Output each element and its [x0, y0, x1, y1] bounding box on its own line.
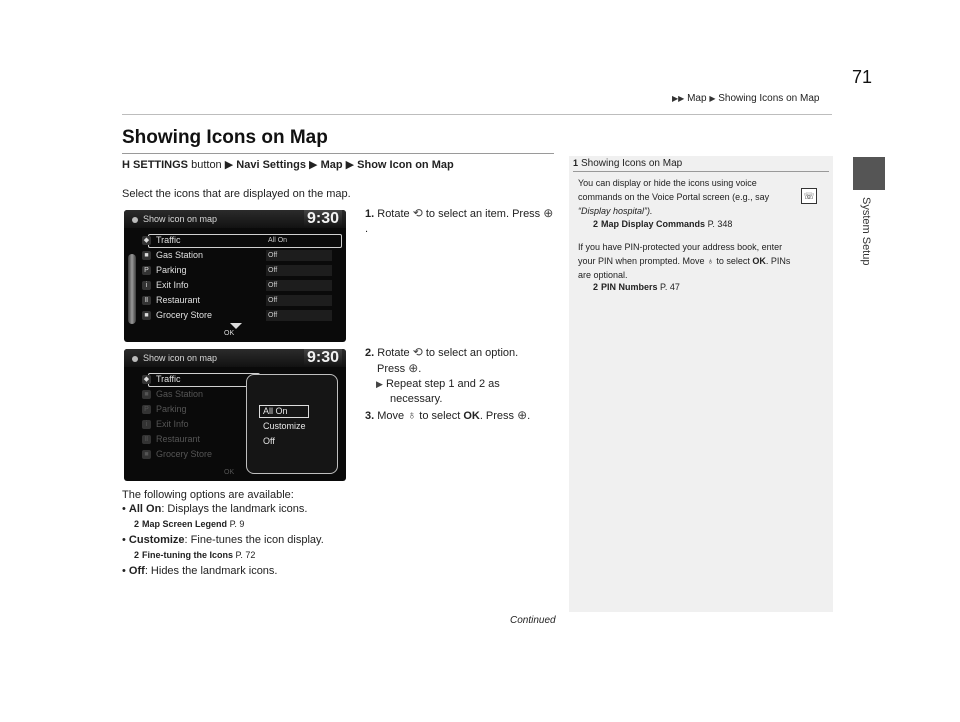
option-item: • Off: Hides the landmark icons.: [122, 565, 278, 577]
screen-clock: 9:30: [304, 210, 342, 228]
option-off[interactable]: Off: [263, 436, 275, 446]
note-text: commands on the Voice Portal screen (e.g., say: [578, 192, 770, 202]
list-item[interactable]: i Exit Info Off: [138, 279, 342, 293]
screenshot-item-list: [124, 210, 346, 342]
talk-button-icon: ☏: [801, 188, 817, 204]
path-step-1: Navi Settings: [236, 159, 306, 171]
list-item[interactable]: P Parking: [138, 403, 342, 417]
header-rule: [122, 114, 832, 115]
screen-title-icon: [132, 217, 138, 223]
grocery-store-icon: ■: [142, 450, 151, 459]
section-tab: [853, 157, 885, 190]
note-text: are optional.: [578, 270, 628, 280]
note-text: You can display or hide the icons using voice: [578, 178, 757, 188]
home-icon: H: [122, 159, 130, 171]
scroll-knob: [128, 254, 136, 324]
list-item[interactable]: ■ Grocery Store Off: [138, 309, 342, 323]
interface-dial-press-icon: ⊕: [408, 361, 419, 375]
info-icon: i: [142, 281, 151, 290]
bullet-icon: •: [122, 565, 126, 577]
interface-dial-rotate-icon: ⟲: [412, 206, 423, 220]
cross-reference[interactable]: 2 Map Screen Legend P. 9: [134, 519, 245, 529]
item-list: [138, 232, 342, 332]
reference-icon: 2: [134, 519, 140, 529]
list-item[interactable]: ◆ Traffic All On: [143, 235, 288, 245]
screen-title: Show icon on map: [132, 214, 217, 224]
interface-dial-press-icon: ⊕: [517, 408, 528, 422]
list-item[interactable]: ■ Gas Station: [138, 388, 342, 402]
note-cross-reference[interactable]: 2 PIN Numbers P. 47: [593, 282, 680, 292]
arrow-icon: ▶: [345, 159, 355, 171]
grocery-store-icon: ■: [142, 311, 151, 320]
path-step-3: Show Icon on Map: [357, 159, 454, 171]
reference-icon: 2: [134, 550, 140, 560]
bullet-icon: •: [122, 534, 126, 546]
list-item[interactable]: P Parking Off: [138, 264, 342, 278]
step-2: 2. Rotate ⟲ to select an option. Press ⊕.: [365, 345, 519, 375]
screen-title: Show icon on map: [132, 353, 217, 363]
option-item: • All On: Displays the landmark icons.: [122, 503, 308, 515]
restaurant-icon: Ⅱ: [142, 296, 151, 305]
note-heading: 1 Showing Icons on Map: [573, 158, 683, 169]
arrow-icon: ▶: [709, 94, 716, 103]
list-item[interactable]: i Exit Info: [138, 418, 342, 432]
list-item[interactable]: ◆ Traffic: [143, 374, 181, 384]
note-cross-reference[interactable]: 2 Map Display Commands P. 348: [593, 219, 733, 229]
breadcrumb-item-current: Showing Icons on Map: [718, 93, 820, 104]
interface-dial-move-icon: ♁: [407, 408, 417, 422]
note-marker-icon: 1: [573, 158, 579, 168]
bullet-icon: •: [122, 503, 126, 515]
list-item[interactable]: Ⅱ Restaurant Off: [138, 294, 342, 308]
note-text: your PIN when prompted. Move ♁ to select OK. PINs: [578, 256, 791, 266]
note-rule: [573, 171, 829, 172]
screen-clock: 9:30: [304, 349, 342, 367]
step-2-note: ▶ Repeat step 1 and 2 as necessary.: [376, 378, 500, 405]
option-item: • Customize: Fine-tunes the icon display.: [122, 534, 324, 546]
page-title: Showing Icons on Map: [122, 127, 328, 148]
ok-button[interactable]: OK: [224, 330, 235, 337]
reference-icon: 2: [593, 282, 599, 292]
title-rule: [122, 153, 554, 154]
option-popup: [246, 374, 338, 474]
interface-dial-move-icon: ♁: [707, 256, 714, 266]
continued-label: Continued: [510, 615, 556, 626]
arrow-icon: ▶: [376, 379, 383, 389]
list-item[interactable]: ■ Grocery Store: [138, 448, 342, 462]
step-3: 3. Move ♁ to select OK. Press ⊕.: [365, 408, 531, 422]
options-intro: The following options are available:: [122, 489, 294, 501]
traffic-icon: ◆: [143, 237, 150, 244]
option-customize[interactable]: Customize: [263, 421, 306, 431]
screen-title-icon: [132, 356, 138, 362]
path-step-2: Map: [320, 159, 343, 171]
screenshot-option-popup: [124, 349, 346, 481]
double-arrow-icon: ▶▶: [672, 94, 685, 103]
arrow-icon: ▶: [224, 159, 234, 171]
note-text: “Display hospital”).: [578, 206, 653, 216]
arrow-icon: ▶: [309, 159, 318, 171]
page-number: 71: [852, 67, 873, 87]
ok-arrow-icon: [230, 323, 242, 329]
restaurant-icon: Ⅱ: [142, 435, 151, 444]
info-icon: i: [142, 420, 151, 429]
gas-station-icon: ■: [142, 251, 151, 260]
side-note: [569, 156, 833, 612]
parking-icon: P: [142, 405, 151, 414]
path-start: SETTINGS: [133, 159, 189, 171]
breadcrumb: [672, 93, 819, 104]
parking-icon: P: [142, 266, 151, 275]
note-text: If you have PIN-protected your address book, enter: [578, 242, 783, 252]
interface-dial-press-icon: ⊕: [543, 206, 554, 220]
list-item[interactable]: ■ Gas Station Off: [138, 249, 342, 263]
traffic-icon: ◆: [143, 376, 150, 383]
option-all-on[interactable]: All On: [263, 406, 288, 416]
navigation-path: [122, 158, 454, 171]
reference-icon: 2: [593, 219, 599, 229]
path-button-word: button: [191, 159, 222, 171]
step-1: 1. Rotate ⟲ to select an item. Press ⊕.: [365, 206, 554, 235]
list-item[interactable]: Ⅱ Restaurant: [138, 433, 342, 447]
side-tab-label: System Setup: [860, 197, 872, 266]
gas-station-icon: ■: [142, 390, 151, 399]
intro-text: Select the icons that are displayed on the map.: [122, 188, 351, 200]
cross-reference[interactable]: 2 Fine-tuning the Icons P. 72: [134, 550, 256, 560]
breadcrumb-item-map: Map: [687, 93, 707, 104]
ok-button[interactable]: OK: [224, 469, 235, 476]
interface-dial-rotate-icon: ⟲: [412, 345, 423, 359]
